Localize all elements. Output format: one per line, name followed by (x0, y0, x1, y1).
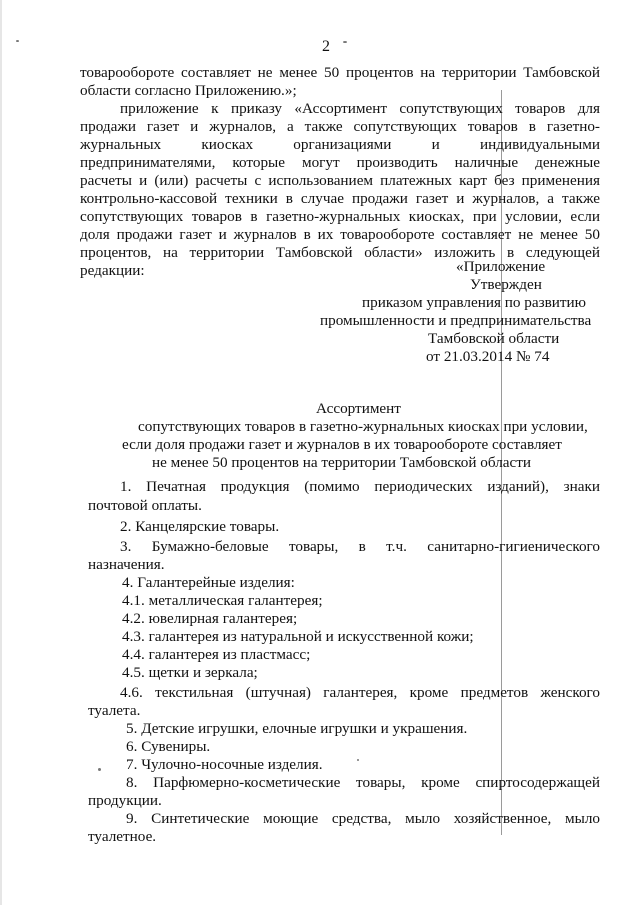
list-item: 8. Парфюмерно-косметические товары, кроме спиртосодержащей (126, 774, 600, 791)
scan-speck (343, 41, 347, 43)
list-item: 4.6. текстильная (штучная) галантерея, кроме предметов женского (120, 684, 600, 701)
text-line: контрольно-кассовой техники в случае продажи газет и журналов, а также (80, 190, 600, 207)
list-item: 1. Печатная продукция (помимо периодических изданий), знаки (120, 478, 600, 495)
list-item: 6. Сувениры. (126, 738, 211, 755)
text-line: области согласно Приложению.»; (80, 82, 297, 99)
document-title: Ассортимент (316, 400, 401, 417)
list-item: 4.1. металлическая галантерея; (122, 592, 323, 609)
scan-speck (16, 40, 19, 42)
approval-approved: Утвержден (470, 276, 542, 293)
list-item: туалета. (88, 702, 141, 719)
page-number: 2 (322, 38, 330, 55)
text-line: процентов, на территории Тамбовской области» изложить в следующей (80, 244, 600, 261)
approval-appendix: «Приложение (456, 258, 546, 275)
scan-speck (98, 768, 101, 771)
scan-speck (357, 759, 359, 761)
list-item: 3. Бумажно-беловые товары, в т.ч. санитарно-гигиенического (120, 538, 600, 555)
list-item: 9. Синтетические моющие средства, мыло хозяйственное, мыло (126, 810, 600, 827)
scan-edge (0, 0, 2, 905)
list-item: 7. Чулочно-носочные изделия. (126, 756, 323, 773)
list-item: 4.3. галантерея из натуральной и искусственной кожи; (122, 628, 474, 645)
approval-line: промышленности и предпринимательства (320, 312, 592, 329)
list-item: 4.5. щетки и зеркала; (122, 664, 258, 681)
list-item: 2. Канцелярские товары. (120, 518, 280, 535)
approval-line: Тамбовской области (428, 330, 560, 347)
text-line: журнальных киосках организациями и индивидуальными (80, 136, 600, 153)
text-line: сопутствующих товаров в газетно-журнальных киосках, при условии, если (80, 208, 600, 225)
text-line: товарообороте составляет не менее 50 процентов на территории Тамбовской (80, 64, 600, 81)
list-item: туалетное. (88, 828, 157, 845)
approval-date: от 21.03.2014 № 74 (426, 348, 550, 365)
list-item: 4. Галантерейные изделия: (122, 574, 295, 591)
text-line: расчеты и (или) расчеты с использованием платежных карт без применения (80, 172, 600, 189)
list-item: назначения. (88, 556, 165, 573)
title-line: если доля продажи газет и журналов в их товарообороте составляет (122, 436, 562, 453)
list-item: 4.4. галантерея из пластмасс; (122, 646, 311, 663)
text-line: предпринимателями, которые могут производить наличные денежные (80, 154, 600, 171)
text-line: приложение к приказу «Ассортимент сопутствующих товаров для (120, 100, 600, 117)
text-line: продажи газет и журналов, а также сопутствующих товаров в газетно- (80, 118, 600, 135)
text-line: доля продажи газет и журналов в их товарообороте составляет не менее 50 (80, 226, 600, 243)
list-item: почтовой оплаты. (88, 497, 202, 514)
title-line: не менее 50 процентов на территории Тамбовской области (152, 454, 532, 471)
list-item: продукции. (88, 792, 162, 809)
text-line: редакции: (80, 262, 145, 279)
title-line: сопутствующих товаров в газетно-журнальных киосках при условии, (138, 418, 588, 435)
list-item: 4.2. ювелирная галантерея; (122, 610, 298, 627)
list-item: 5. Детские игрушки, елочные игрушки и украшения. (126, 720, 468, 737)
approval-line: приказом управления по развитию (362, 294, 587, 311)
